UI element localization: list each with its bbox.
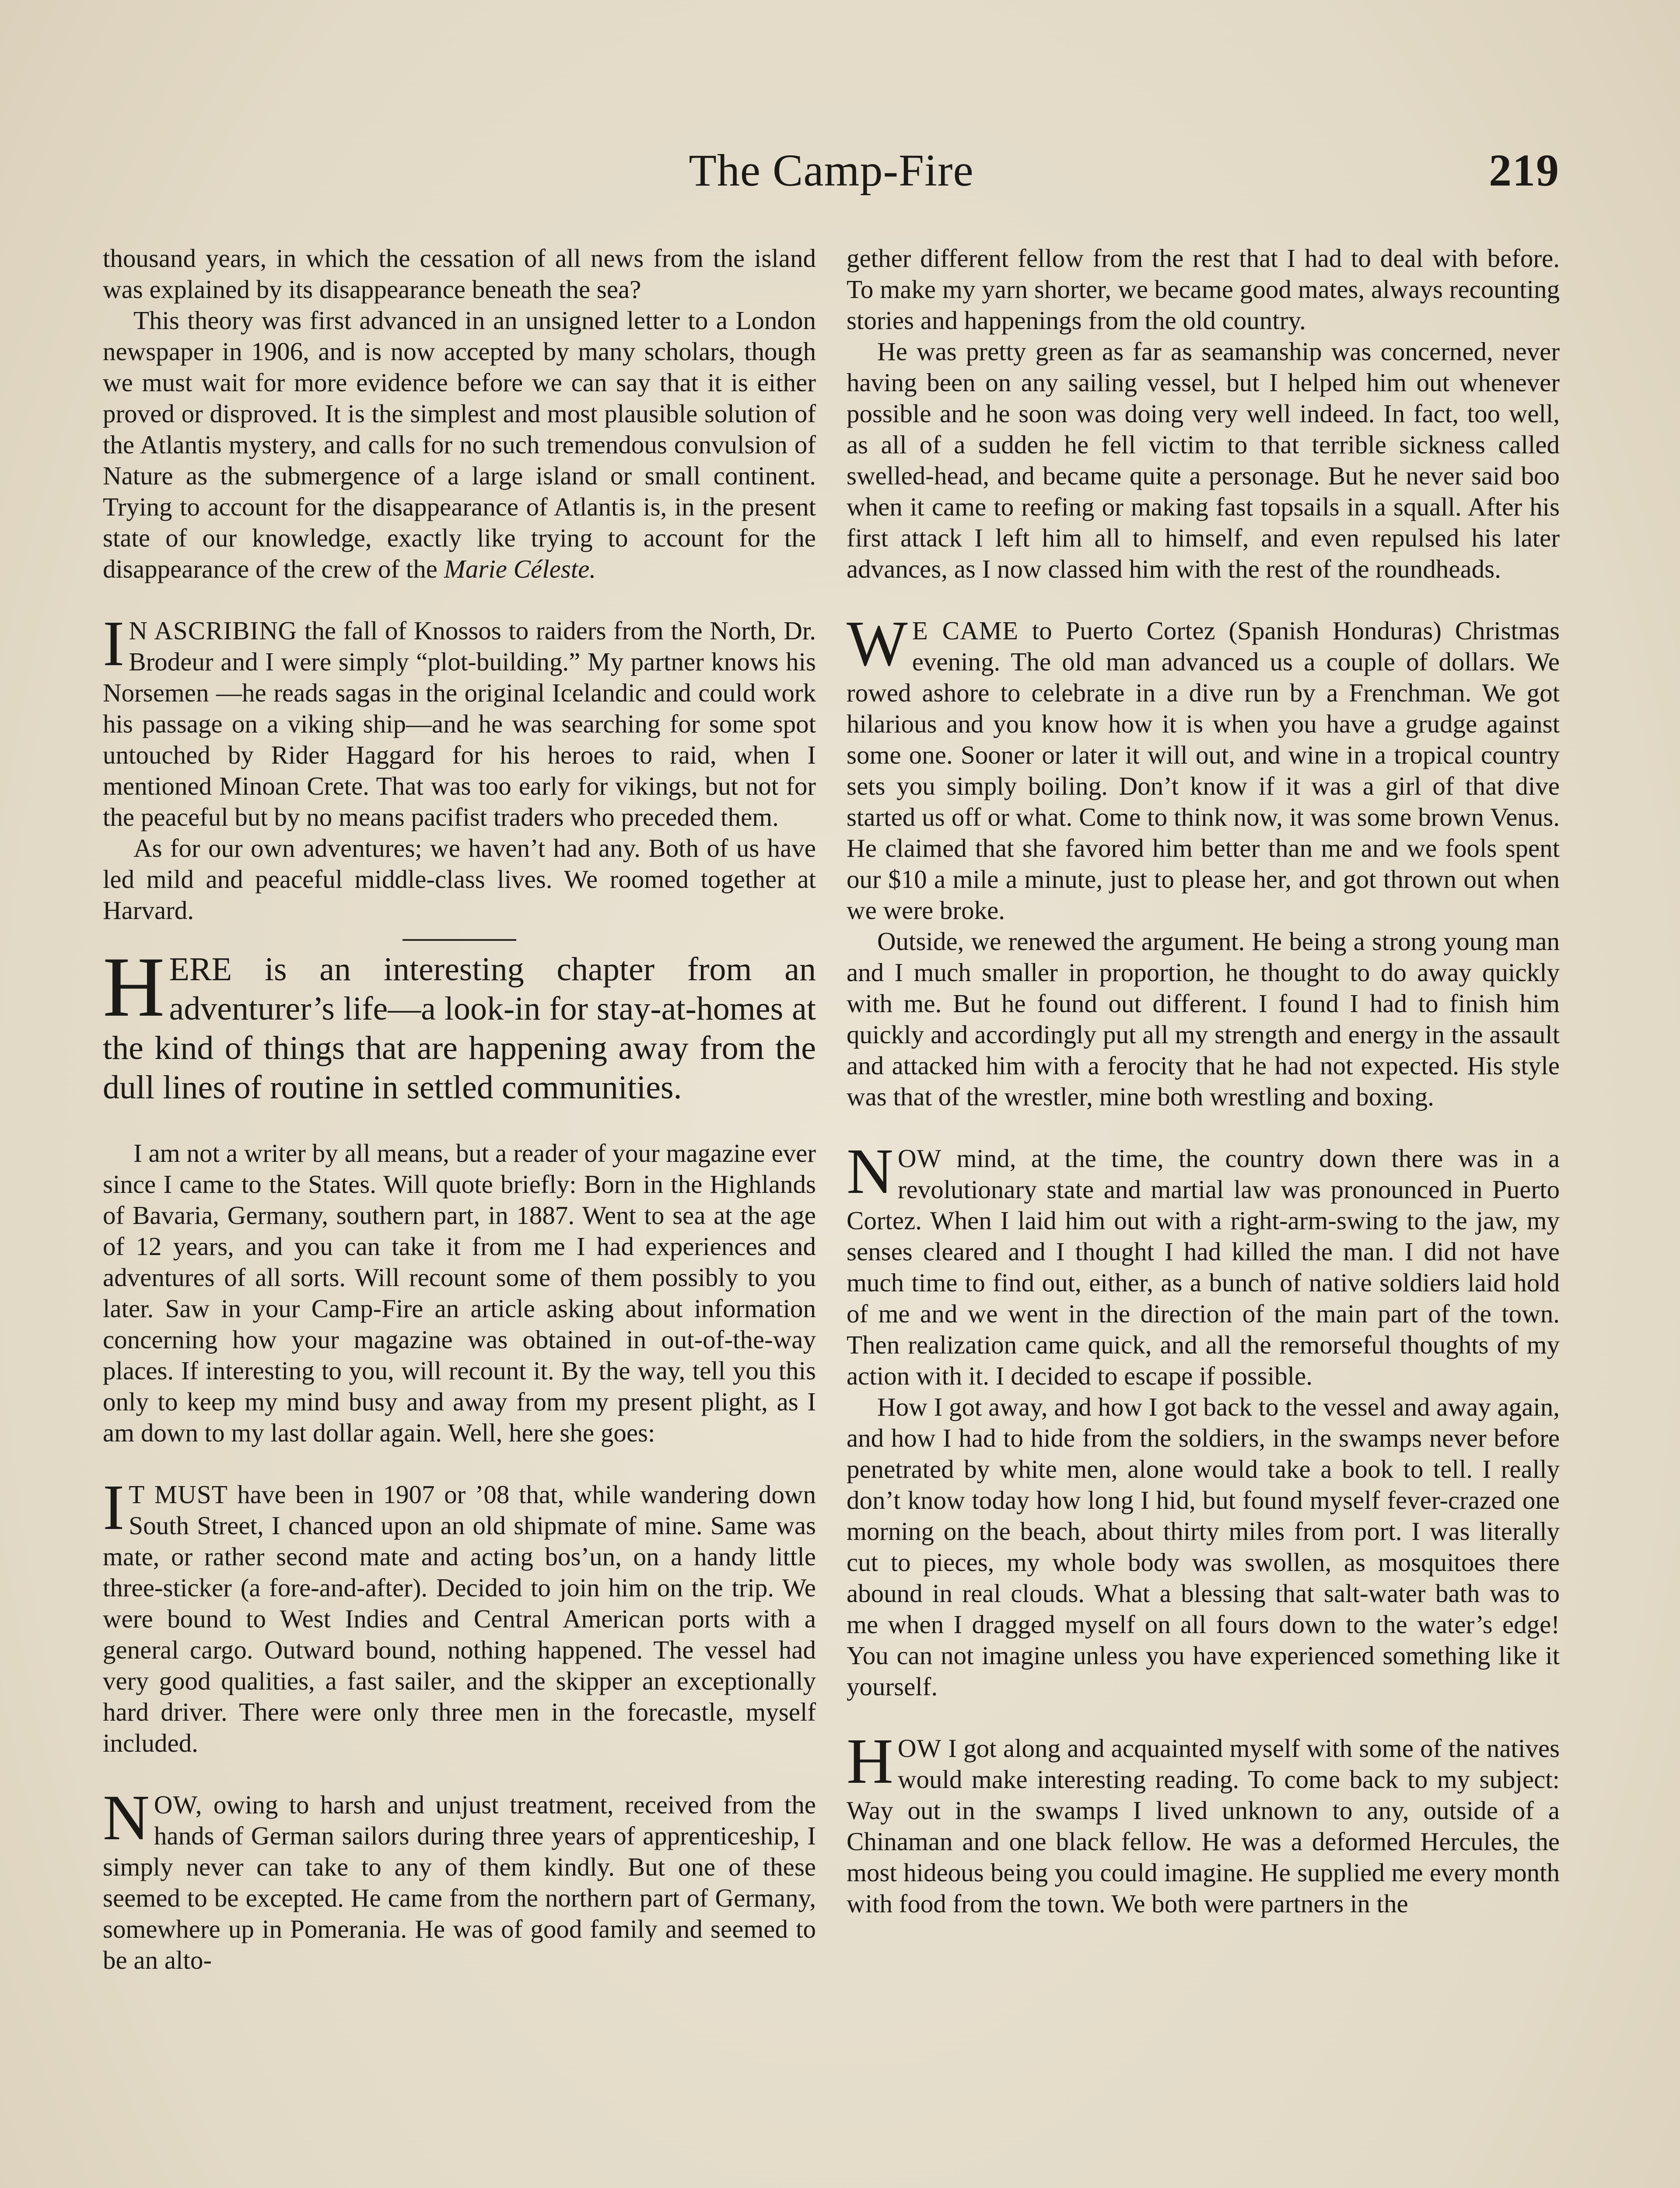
drop-cap: I xyxy=(103,608,125,680)
drop-cap: H xyxy=(103,940,165,1034)
paragraph-text: I got along and acquainted myself with some of the natives would make interesting reading. To come back to my subject: Way out in the swamps I lived unknown to any, outside of a Chinaman and one black fellow. He was a deformed Hercules, the most hideous being you could imagine. He supplied me every month with food from the town. We both were partners in the xyxy=(847,1734,1560,1918)
paragraph-dropcap xyxy=(103,608,816,833)
intro-text: ERE is an interesting chapter from an adventurer’s life—a look-in for stay-at-homes at the kind of things that are happening away from the dull lines of routine in settled communities. xyxy=(103,951,816,1106)
drop-cap: H xyxy=(847,1725,893,1797)
italic-title: Marie Céleste. xyxy=(444,554,596,583)
drop-cap: N xyxy=(847,1136,893,1207)
paragraph-dropcap xyxy=(103,1472,816,1759)
paragraph-dropcap xyxy=(847,1136,1560,1392)
paragraph: gether different fellow from the rest that I had to deal with before. To make my yarn shorter, we became good mates, always recounting stories and happenings from the old country. xyxy=(847,244,1560,335)
lead-in: OW xyxy=(897,1734,942,1763)
paragraph-text: This theory was first advanced in an unsigned letter to a London newspaper in 1906, and is now accepted by many scholars, though we must wait for more evidence before we can say that it is either proved or disproved. It is the simplest and most plausible solution of the Atlantis mystery, and calls for no such tremendous convulsion of Nature as the submergence of a large island or small continent. Trying to account for the disappearance of Atlantis is, in the present state of our knowledge, exactly like trying to account for the disappearance of the crew of the xyxy=(103,306,816,583)
lead-in: E CAME xyxy=(912,616,1019,645)
editor-intro xyxy=(103,940,816,1107)
paragraph-dropcap xyxy=(847,608,1560,926)
paragraph-text: owing to harsh and unjust treatment, received from the hands of German sailors during three years of apprenticeship, I simply never can take to any of them kindly. But one of these seemed to be excepted. He came from the northern part of Germany, somewhere up in Pomerania. He was of good family and seemed to be an alto- xyxy=(103,1790,816,1974)
drop-cap: N xyxy=(103,1782,150,1854)
lead-in: N ASCRIBING xyxy=(129,616,298,645)
lead-in: OW, xyxy=(154,1790,203,1819)
paragraph-text: the fall of Knossos to raiders from the North, Dr. Brodeur and I were simply “plot-building.” My partner knows his Norsemen —he reads sagas in the original Icelandic and could work his passage on a viking ship—and he was searching for some spot untouched by Rider Haggard for his heroes to raid, when I mentioned Minoan Crete. That was too early for vikings, but not for the peaceful but by no means pacifist traders who preceded them. xyxy=(103,616,816,831)
drop-cap: I xyxy=(103,1472,125,1543)
paragraph-text: to Puerto Cortez (Spanish Honduras) Christmas evening. The old man advanced us a couple of dollars. We rowed ashore to celebrate in a dive run by a Frenchman. We got hilarious and you know how it is when you have a grudge against some one. Sooner or later it will out, and wine in a tropical country sets you simply boiling. Don’t know if it was a girl of that dive started us off or what. Come to think now, it was some brown Venus. He claimed that she favored him better than me and we fools spent our $10 a mile a minute, just to please her, and got thrown out when we were broke. xyxy=(847,616,1560,925)
paragraph-dropcap xyxy=(103,1782,816,1976)
paragraph: thousand years, in which the cessation of all news from the island was explained by its disappearance beneath the sea? xyxy=(103,244,816,304)
paragraph: As for our own adventures; we haven’t had any. Both of us have led mild and peaceful middle-class lives. We roomed together at Harvard. xyxy=(103,834,816,925)
running-title: The Camp-Fire xyxy=(689,145,974,196)
paragraph: I am not a writer by all means, but a reader of your magazine ever since I came to the States. Will quote briefly: Born in the Highlands of Bavaria, Germany, southern part, in 1887. Went to sea at the age of 12 years, and you can take it from me I had experiences and adventures of all sorts. Will recount some of them possibly to you later. Saw in your Camp-Fire an article asking about information concerning how your magazine was obtained in out-of-the-way places. If interesting to you, will recount it. By the way, tell you this only to keep my mind busy and away from my present plight, as I am down to my last dollar again. Well, here she goes: xyxy=(103,1139,816,1447)
page-number: 219 xyxy=(1489,145,1560,196)
left-column xyxy=(103,243,816,2188)
paragraph-text: have been in 1907 or ’08 that, while wandering down South Street, I chanced upon an old shipmate of mine. Same was mate, or rather second mate and acting bos’un, on a handy little three-sticker (a fore-and-after). Decided to join him on the trip. We were bound to West Indies and Central American ports with a general cargo. Outward bound, nothing happened. The vessel had very good qualities, a fast sailer, and the skipper an exceptionally hard driver. There were only three men in the forecastle, myself included. xyxy=(103,1480,816,1757)
running-head xyxy=(103,140,1560,201)
paragraph: He was pretty green as far as seamanship was concerned, never having been on any sailing vessel, but I helped him out whenever possible and he soon was doing very well indeed. In fact, too well, as all of a sudden he fell victim to that terrible sickness called swelled-head, and became quite a personage. But he never said boo when it came to reefing or making fast topsails in a squall. After his first attack I left him all to himself, and even repulsed his later advances, as I now classed him with the rest of the roundheads. xyxy=(847,337,1560,583)
right-column xyxy=(847,243,1560,2188)
paragraph: Outside, we renewed the argument. He being a strong young man and I much smaller in proportion, he thought to do away quickly with me. But he found out different. I found I had to finish him quickly and accordingly put all my strength and energy in the assault and attacked him with a ferocity that he had not expected. His style was that of the wrestler, mine both wrestling and boxing. xyxy=(847,927,1560,1111)
paragraph xyxy=(103,305,816,585)
drop-cap: W xyxy=(847,608,908,680)
paragraph: How I got away, and how I got back to the vessel and away again, and how I had to hide from the soldiers, in the swamps never before penetrated by white men, alone would take a book to tell. I really don’t know today how long I hid, but found myself fever-crazed one morning on the beach, about thirty miles from port. I was literally cut to pieces, my whole body was swollen, as mosquitoes there abound in real clouds. What a blessing that salt-water bath was to me when I dragged myself on all fours down to the water’s edge! You can not imagine unless you have experienced something like it yourself. xyxy=(847,1392,1560,1701)
paragraph-dropcap xyxy=(847,1725,1560,1919)
lead-in: OW xyxy=(897,1144,942,1173)
lead-in: T MUST xyxy=(129,1480,228,1509)
paragraph-text: mind, at the time, the country down there was in a revolutionary state and martial law was pronounced in Puerto Cortez. When I laid him out with a right-arm-swing to the jaw, my senses cleared and I thought I had killed the man. I did not have much time to find out, either, as a bunch of native soldiers laid hold of me and we went in the direction of the main part of the town. Then realization came quick, and all the remorseful thoughts of my action with it. I decided to escape if possible. xyxy=(847,1144,1560,1390)
section-divider xyxy=(402,939,516,941)
